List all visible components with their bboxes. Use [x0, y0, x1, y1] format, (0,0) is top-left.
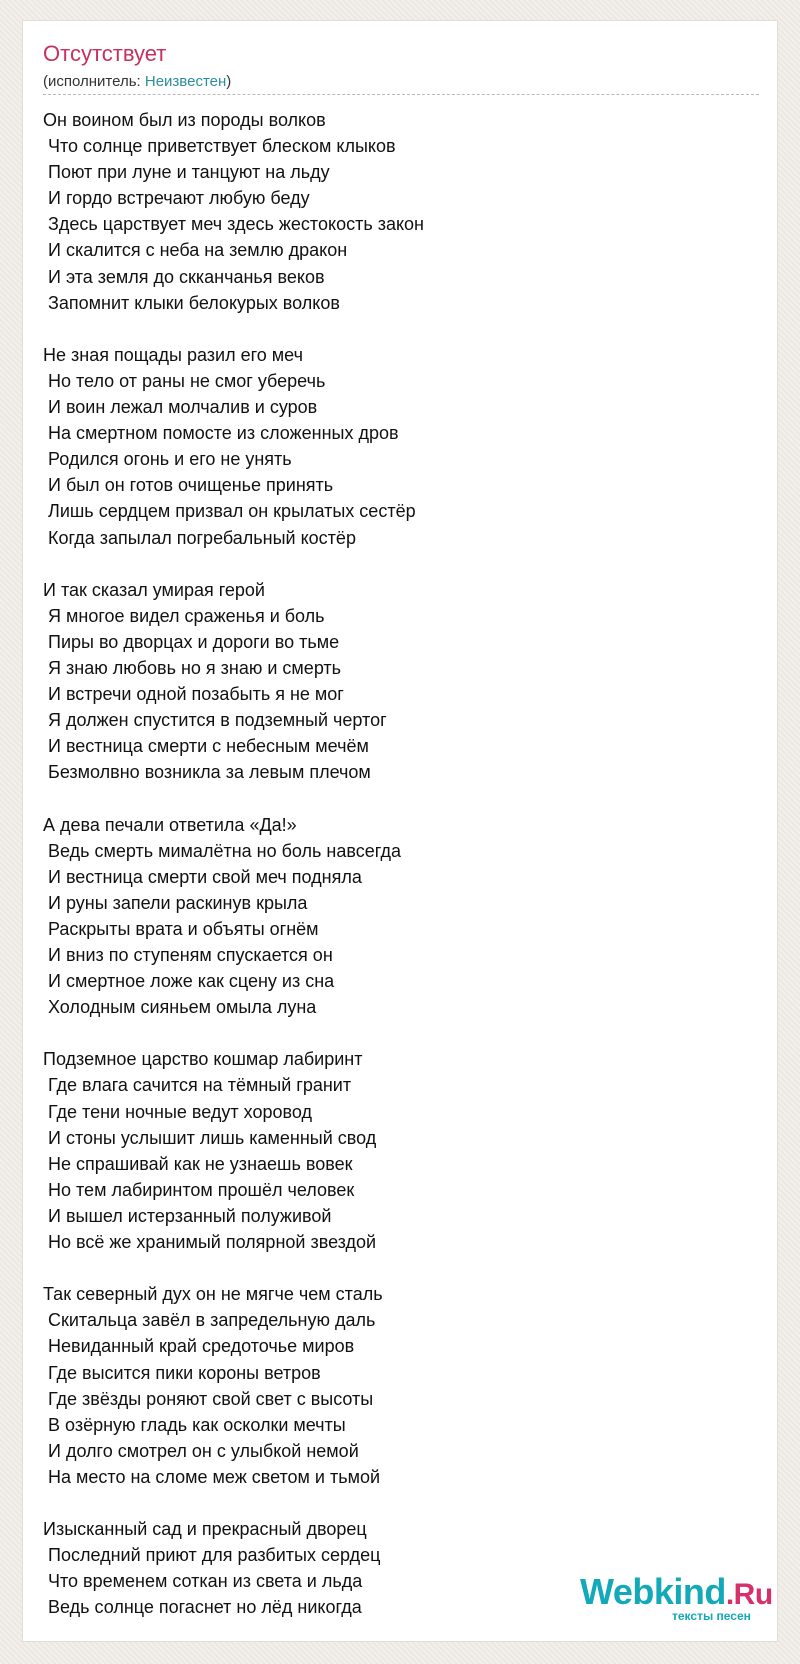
- lyric-line: Что временем соткан из света и льда: [43, 1571, 363, 1592]
- lyric-line: Последний приют для разбитых сердец: [43, 1545, 381, 1566]
- lyric-line: Я знаю любовь но я знаю и смерть: [43, 657, 342, 678]
- lyric-line: Но тем лабиринтом прошёл человек: [43, 1179, 355, 1200]
- lyric-line: И воин лежал молчалив и суров: [43, 397, 318, 418]
- stanza-gap: [43, 551, 759, 577]
- stanza-gap: [43, 1490, 759, 1516]
- lyric-line: И гордо встречают любую беду: [43, 188, 310, 209]
- lyric-line: Но тело от раны не смог уберечь: [43, 370, 326, 391]
- lyric-line: Подземное царство кошмар лабиринт: [43, 1049, 363, 1070]
- lyric-line: Так северный дух он не мягче чем сталь: [43, 1284, 383, 1305]
- artist-suffix: ): [226, 73, 232, 90]
- lyric-line: Что солнце приветствует блеском клыков: [43, 136, 396, 157]
- title-divider: [43, 94, 759, 95]
- lyric-line: Где тени ночные ведут хоровод: [43, 1101, 312, 1122]
- stanza-gap: [43, 785, 759, 811]
- lyric-line: И долго смотрел он с улыбкой немой: [43, 1440, 359, 1461]
- lyric-line: Здесь царствует меч здесь жестокость закон: [43, 214, 424, 235]
- lyric-line: Я многое видел сраженья и боль: [43, 605, 325, 626]
- artist-link[interactable]: Неизвестен: [144, 73, 227, 90]
- lyric-line: Не спрашивай как не узнаешь вовек: [43, 1153, 353, 1174]
- stanza-gap: [43, 1020, 759, 1046]
- logo-wordmark: [580, 1571, 773, 1612]
- song-title: Отсутствует: [43, 41, 167, 66]
- lyric-line: И встречи одной позабыть я не мог: [43, 684, 344, 705]
- lyric-line: Лишь сердцем призвал он крылатых сестёр: [43, 501, 416, 522]
- lyric-line: Запомнит клыки белокурых волков: [43, 292, 340, 313]
- lyric-line: Но всё же хранимый полярной звездой: [43, 1232, 377, 1253]
- lyric-line: И так сказал умирая герой: [43, 579, 265, 600]
- lyric-line: На смертном помосте из сложенных дров: [43, 423, 399, 444]
- lyric-line: И стоны услышит лишь каменный свод: [43, 1127, 377, 1148]
- logo-tld: .Ru: [725, 1578, 773, 1611]
- lyric-line: Пиры во дворцах и дороги во тьме: [43, 631, 340, 652]
- lyric-line: Я должен спустится в подземный чертог: [43, 710, 387, 731]
- lyric-line: И вниз по ступеням спускается он: [43, 945, 333, 965]
- lyric-line: А дева печали ответила «Да!»: [43, 814, 297, 835]
- lyrics-body: [43, 107, 759, 1623]
- lyric-line: И смертное ложе как сцену из сна: [43, 971, 335, 992]
- lyric-line: И вестница смерти с небесным мечём: [43, 736, 369, 757]
- artist-line: [43, 74, 231, 89]
- lyric-line: Безмолвно возникла за левым плечом: [43, 762, 371, 783]
- lyric-line: И вышел истерзанный полуживой: [43, 1205, 332, 1226]
- webkind-logo[interactable]: [560, 1571, 780, 1634]
- lyric-line: И руны запели раскинув крыла: [43, 892, 308, 913]
- lyric-line: И был он готов очищенье принять: [43, 475, 334, 496]
- lyric-line: Раскрыты врата и объяты огнём: [43, 918, 319, 939]
- lyric-line: В озёрную гладь как осколки мечты: [43, 1414, 346, 1435]
- lyric-line: Ведь солнце погаснет но лёд никогда: [43, 1597, 362, 1618]
- lyric-line: Не зная пощады разил его меч: [43, 344, 303, 365]
- lyric-line: И скалится с неба на землю дракон: [43, 240, 348, 261]
- stanza-gap: [43, 316, 759, 342]
- lyric-line: Ведь смерть мималётна но боль навсегда: [43, 840, 402, 861]
- artist-prefix: (исполнитель:: [43, 73, 145, 90]
- lyric-line: Невиданный край средоточье миров: [43, 1336, 355, 1357]
- lyric-line: Изысканный сад и прекрасный дворец: [43, 1519, 367, 1540]
- lyric-line: Родился огонь и его не унять: [43, 449, 292, 470]
- lyric-line: И вестница смерти свой меч подняла: [43, 866, 362, 887]
- stanza-gap: [43, 1255, 759, 1281]
- lyric-line: И эта земля до скканчанья веков: [43, 266, 325, 287]
- lyric-line: Он воином был из породы волков: [43, 110, 326, 130]
- lyric-line: Где влага сачится на тёмный гранит: [43, 1075, 352, 1096]
- lyric-line: Холодным сияньем омыла луна: [43, 997, 317, 1018]
- lyric-line: На место на сломе меж светом и тьмой: [43, 1466, 381, 1487]
- logo-brand: Webkind: [580, 1571, 726, 1612]
- lyrics-card: [22, 20, 778, 1642]
- lyric-line: Когда запылал погребальный костёр: [43, 527, 356, 548]
- lyric-line: Где высится пики короны ветров: [43, 1362, 321, 1383]
- lyric-line: Поют при луне и танцуют на льду: [43, 162, 330, 183]
- lyric-line: Скитальца завёл в запредельную даль: [43, 1310, 376, 1331]
- logo-tagline: тексты песен: [672, 1609, 751, 1623]
- lyric-line: Где звёзды роняют свой свет с высоты: [43, 1388, 374, 1409]
